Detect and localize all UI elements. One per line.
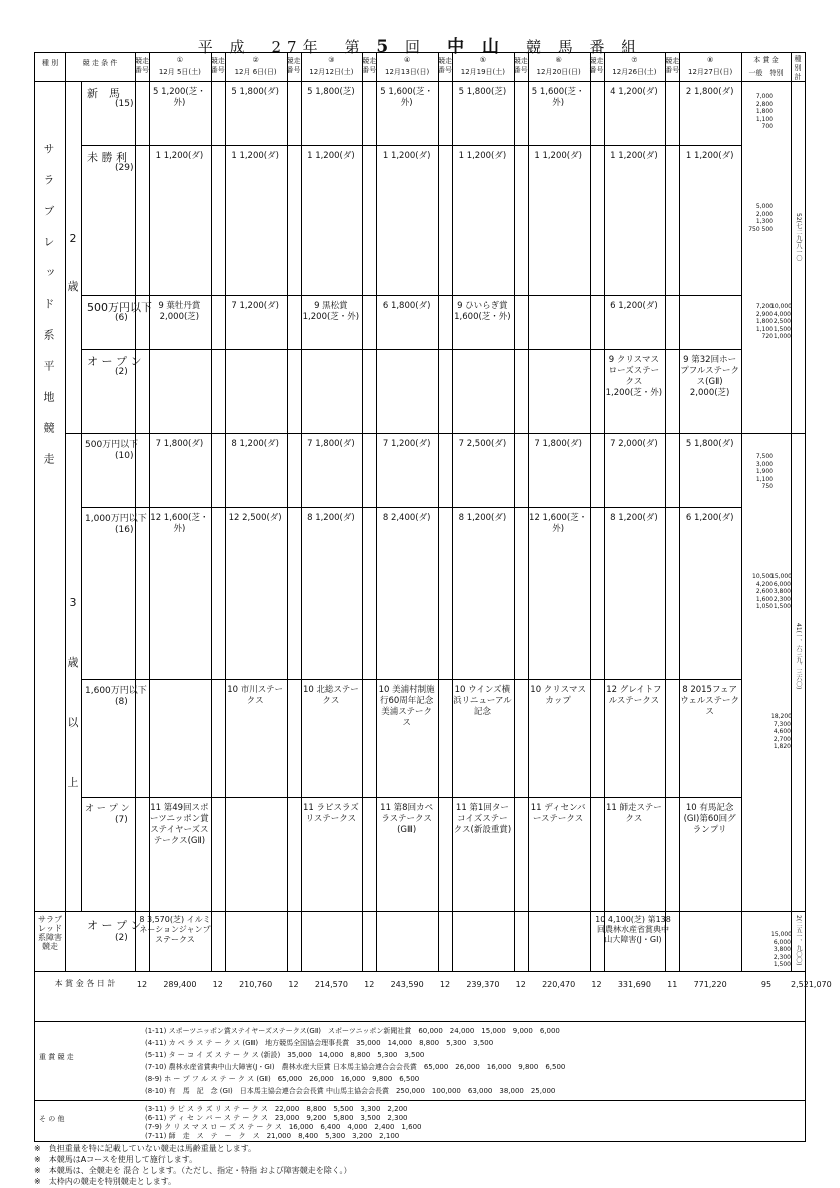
race-cell: 11 第1回ターコイズステークス(新設重賞)	[453, 803, 512, 835]
other-label: そ の 他	[39, 1115, 65, 1123]
footnote: ※ 本競馬は、全競走を 混合 とします。（ただし、指定・特指 および障害競走を除く。）	[34, 1166, 352, 1175]
total-value: 210,760	[239, 980, 273, 989]
header-day-num: ⑥	[555, 56, 562, 64]
race-cell: 8 2,400(ダ)	[382, 513, 431, 523]
race-cell: 11 師走ステークス	[605, 803, 662, 824]
race-cell: 4 1,200(ダ)	[610, 87, 658, 97]
prize-3-500: 7,500 3,000 1,900 1,100 750	[755, 453, 773, 490]
race-cell: 2 1,800(ダ)	[685, 87, 734, 97]
header-day-num: ③	[328, 56, 335, 64]
total-value: 220,470	[542, 980, 576, 989]
header-race-no: 競走番号	[665, 57, 680, 74]
row-category: 500万円以下	[85, 440, 139, 450]
total-value: 12	[515, 980, 526, 989]
header-day-date: 12月 6日(日)	[234, 68, 277, 76]
award-label: 重 賞 競 走	[39, 1053, 74, 1061]
row-category: オ ー プ ン	[85, 804, 130, 814]
total-value: 11	[667, 980, 678, 989]
race-cell: 7 2,500(ダ)	[458, 439, 507, 449]
race-cell: 6 1,200(ダ)	[685, 513, 734, 523]
race-cell: 10 美浦村制施行60周年記念美浦ステークス	[378, 685, 435, 728]
jump-race-d1: 8 3,570(芝) イルミネーションジャンプステークス	[139, 915, 211, 944]
header-day-num: ⑤	[479, 56, 487, 64]
race-cell: 10 ウインズ横浜リニューアル記念	[453, 685, 512, 717]
header-day-date: 12月19日(土)	[460, 68, 506, 76]
row-category: 1,600万円以下	[85, 686, 147, 696]
row-category: 新 馬	[87, 87, 120, 100]
total-value: 243,590	[390, 980, 424, 989]
race-cell: 8 1,200(ダ)	[610, 513, 658, 523]
total-value: 12	[439, 980, 451, 989]
race-cell: 9 クリスマスローズステークス 1,200(芝・外)	[605, 355, 663, 398]
subtotal-jump: 2(二五一、九〇〇)	[795, 915, 802, 966]
award-line: (3-11) ラ ピ ス ラ ズ リ ス テ ー ク ス 22,000 8,800 5,500 3,300 2,200	[145, 1105, 408, 1113]
race-cell: 5 1,800(芝)	[307, 87, 355, 97]
footnote: ※ 負担重量を特に記載していない競走は馬齢重量とします。	[34, 1144, 257, 1153]
row-count: (2)	[115, 367, 128, 377]
race-cell: 12 1,600(芝・外)	[150, 513, 209, 534]
header-day-num: ④	[403, 56, 411, 64]
subtotal-2yo: 52(七二九)八一〇	[795, 213, 802, 262]
header-day-date: 12月12日(土)	[309, 68, 354, 76]
race-cell: 11 第8回カペラステークス(GⅢ)	[380, 803, 434, 835]
race-cell: 11 ディセンバーステークス	[530, 803, 586, 824]
race-cell: 9 黒松賞 1,200(芝・外)	[302, 301, 360, 322]
race-cell: 12 2,500(ダ)	[228, 513, 282, 523]
prize-500: 7,200 2,900 1,800 1,100 720	[755, 303, 773, 340]
race-cell: 5 1,800(ダ)	[231, 87, 279, 97]
prize-shinba: 7,000 2,800 1,800 1,100 700	[755, 93, 773, 130]
header-condition: 競 走 条 件	[82, 59, 118, 67]
race-cell: 1 1,200(ダ)	[685, 151, 734, 161]
header-prize: 本 賞 金	[753, 56, 779, 64]
race-cell: 9 葉牡丹賞 2,000(芝)	[158, 301, 201, 322]
race-cell: 5 1,800(芝)	[458, 87, 507, 97]
row-count: (15)	[115, 99, 134, 109]
race-cell: 8 1,200(ダ)	[458, 513, 507, 523]
total-value: 12	[136, 980, 148, 989]
award-line: (8-9) ホ ー プ フ ル ス テ ー ク ス (GⅡ) 65,000 26,000 16,000 9,800 6,500	[145, 1075, 420, 1083]
side-age2: 2 歳	[67, 232, 79, 293]
header-type: 種 別	[41, 59, 59, 67]
header-race-no: 競走番号	[286, 57, 301, 74]
total-value: 12	[212, 980, 223, 989]
race-cell: 1 1,200(ダ)	[458, 151, 507, 161]
total-value: 289,400	[163, 980, 197, 989]
header-day-date: 12月 5日(土)	[158, 68, 201, 76]
header-race-no: 競走番号	[513, 57, 528, 74]
race-cell: 10 市川ステークス	[227, 685, 284, 706]
jump-category: オ ー プ ン	[87, 919, 142, 932]
race-cell: 5 1,600(芝・外)	[531, 87, 585, 108]
side-jump: サラブレッド系障害競走	[38, 915, 62, 951]
race-cell: 1 1,200(ダ)	[307, 151, 355, 161]
race-cell: 5 1,600(芝・外)	[380, 87, 433, 108]
race-cell: 1 1,200(ダ)	[231, 151, 279, 161]
header-day-num: ⑧	[706, 56, 714, 64]
row-category: 1,000万円以下	[85, 514, 147, 524]
race-cell: 8 1,200(ダ)	[231, 439, 279, 449]
row-count: (7)	[115, 815, 128, 825]
total-value: 95	[760, 980, 772, 989]
award-line: (7-11) 師 走 ス テ ー ク ス 21,000 8,400 5,300 3,200 2,100	[145, 1132, 400, 1140]
total-value: 12	[591, 980, 602, 989]
race-cell: 1 1,200(ダ)	[155, 151, 204, 161]
race-cell: 7 1,800(ダ)	[155, 439, 204, 449]
footnote: ※ 本競馬はAコースを使用して施行します。	[34, 1155, 198, 1164]
prize-500-special: 10,000 4,000 2,500 1,500 1,000	[771, 303, 792, 340]
race-cell: 11 ラピスラズリステークス	[302, 803, 359, 824]
header-day-num: ②	[252, 56, 259, 64]
prize-mishori: 5,000 2,000 1,300 750 500	[748, 203, 773, 233]
header-prize-sub: 一般 特別	[748, 69, 784, 77]
prize-jump: 15,000 6,000 3,800 2,300 1,500	[771, 931, 792, 968]
race-cell: 5 1,800(ダ)	[685, 439, 734, 449]
header-day-date: 12月26日(土)	[612, 68, 657, 76]
header-day-num: ①	[176, 56, 184, 64]
jump-count: (2)	[115, 933, 128, 943]
prize-1000: 10,500 4,200 2,600 1,600 1,050	[752, 573, 773, 610]
race-cell: 12 1,600(芝・外)	[529, 513, 588, 534]
award-line: (6-11) デ ィ セ ン バ ー ス テ ー ク ス 23,000 9,200 5,800 3,500 2,300	[145, 1114, 408, 1122]
header-race-no: 競走番号	[135, 57, 149, 74]
total-value: 12	[288, 980, 299, 989]
award-line: (4-11) カ ペ ラ ス テ ー ク ス (GⅢ) 地方競馬全国協会理事長賞 35,000 14,000 8,800 5,300 3,500	[145, 1039, 494, 1047]
race-cell: 7 1,200(ダ)	[382, 439, 431, 449]
subtotal-3yo: 41(一、六三九、三六〇)	[795, 623, 802, 690]
page-title: 平 成 27年 第 5 回 中 山 競 馬 番 組	[197, 37, 643, 57]
row-category: オ ー プ ン	[87, 355, 142, 368]
award-line: (7-9) ク リ ス マ ス ロ ー ズ ス テ ー ク ス 16,000 6,400 4,000 2,400 1,600	[145, 1123, 422, 1131]
header-total: 種別計	[794, 55, 802, 81]
side-age3: 3 歳 以 上	[67, 596, 79, 789]
race-cell: 7 2,000(ダ)	[610, 439, 658, 449]
header-day-num: ⑦	[631, 56, 638, 64]
header-day-date: 12月13日(日)	[384, 68, 430, 76]
race-cell: 9 ひいらぎ賞 1,600(芝・外)	[454, 301, 511, 322]
header-race-no: 競走番号	[589, 57, 604, 74]
row-count: (6)	[115, 313, 128, 323]
race-cell: 7 1,800(ダ)	[307, 439, 355, 449]
race-cell: 12 グレイトフルステークス	[606, 685, 662, 706]
total-value: 331,690	[617, 980, 651, 989]
total-value: 239,370	[466, 980, 500, 989]
header-day-date: 12月27日(日)	[687, 68, 733, 76]
header-day-date: 12月20日(日)	[536, 68, 581, 76]
row-category: 未 勝 利	[87, 151, 127, 164]
total-value: 12	[364, 980, 375, 989]
row-category: 500万円以下	[87, 301, 152, 314]
side-thoroughbred: サラブレッド系平地競走	[42, 143, 55, 484]
race-cell: 8 2015フェアウェルステークス	[680, 685, 739, 717]
totals-label: 本 賞 金 各 日 計	[54, 979, 116, 988]
race-cell: 7 1,800(ダ)	[534, 439, 582, 449]
row-count: (16)	[115, 525, 134, 535]
race-cell: 5 1,200(芝・外)	[152, 87, 206, 108]
race-cell: 10 北総ステークス	[302, 685, 359, 706]
footnote: ※ 太枠内の競走を特別競走とします。	[34, 1177, 177, 1186]
award-table	[34, 1022, 806, 1142]
award-line: (8-10) 有 馬 記 念 (GⅠ) 日本馬主協会連合会会長賞 中山馬主協会会長賞 250,000 100,000 63,000 38,000 25,000	[145, 1087, 556, 1095]
race-cell: 1 1,200(ダ)	[610, 151, 658, 161]
header-race-no: 競走番号	[362, 57, 377, 74]
prize-1600: 18,200 7,300 4,600 2,700 1,820	[771, 713, 792, 750]
race-cell: 8 1,200(ダ)	[307, 513, 355, 523]
race-cell: 10 クリスマスカップ	[530, 685, 586, 706]
award-line: (7-10) 農林水産省賞典中山大障害(J・GⅠ) 農林水産大臣賞 日本馬主協会連合会会長賞 65,000 26,000 16,000 9,800 6,500	[145, 1063, 566, 1071]
header-race-no: 競走番号	[438, 57, 452, 74]
race-cell: 7 1,200(ダ)	[231, 301, 279, 311]
total-value: 2,521,070	[791, 980, 832, 989]
jump-race-d7: 10 4,100(芝) 第138回農林水産省賞典中山大障害(J・GⅠ)	[595, 915, 671, 944]
race-cell: 1 1,200(ダ)	[534, 151, 582, 161]
race-cell: 6 1,200(ダ)	[610, 301, 658, 311]
race-program-table	[34, 52, 832, 1022]
total-value: 214,570	[314, 980, 348, 989]
race-cell: 9 第32回ホープフルステークス(GⅡ) 2,000(芝)	[680, 355, 739, 398]
row-count: (8)	[115, 697, 128, 707]
race-cell: 6 1,800(ダ)	[382, 301, 431, 311]
race-cell: 11 第49回スポーツニッポン賞ステイヤーズステークス(GⅡ)	[150, 803, 209, 846]
row-count: (29)	[115, 163, 134, 173]
total-value: 771,220	[693, 980, 727, 989]
award-line: (1-11) スポーツニッポン賞ステイヤーズステークス(GⅡ) スポーツニッポン新聞社賞 60,000 24,000 15,000 9,000 6,000	[145, 1027, 560, 1035]
award-line: (5-11) タ ー コ イ ズ ス テ ー ク ス (新設) 35,000 14,000 8,800 5,300 3,500	[145, 1051, 425, 1059]
row-count: (10)	[115, 451, 134, 461]
race-cell: 10 有馬記念(GⅠ)第60回グランプリ	[683, 803, 736, 835]
header-race-no: 競走番号	[210, 57, 225, 74]
prize-1000-special: 15,000 6,000 3,800 2,300 1,500	[771, 573, 792, 610]
race-cell: 1 1,200(ダ)	[382, 151, 431, 161]
